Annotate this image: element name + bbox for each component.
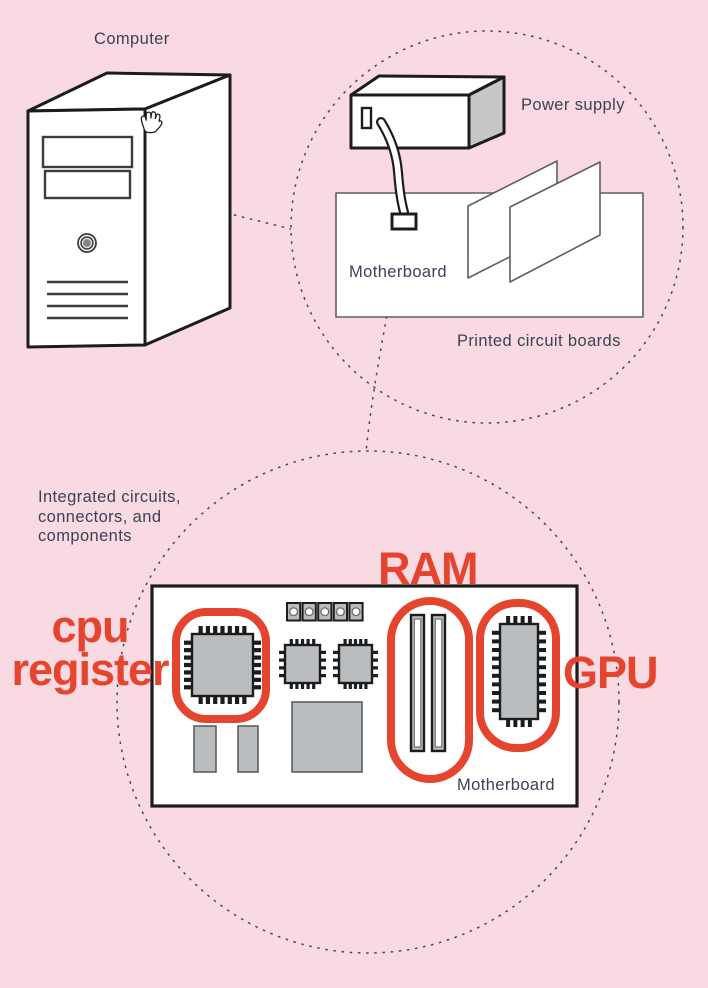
chip-pin [538, 674, 546, 678]
caption-line: Integrated circuits, [38, 488, 181, 506]
chip-pin [538, 648, 546, 652]
connector-hole [337, 608, 345, 616]
computer-label: Computer [94, 30, 170, 48]
chip-pin [320, 651, 326, 654]
gpu-chip [492, 616, 546, 727]
cpu-annotation-line: register [11, 643, 169, 695]
chip-pin [506, 616, 510, 624]
chip-pin [344, 683, 347, 689]
chip-pin [492, 674, 500, 678]
chip-pin [199, 626, 203, 634]
connector-hole [321, 608, 329, 616]
chip-pin [492, 682, 500, 686]
chip-pin [253, 641, 261, 645]
heatsink-block [292, 702, 362, 772]
ic-chip [333, 639, 378, 689]
chip-pin [349, 639, 352, 645]
chip-pin [364, 683, 367, 689]
motherboard-label-lower: Motherboard [457, 776, 555, 794]
chip-pin [279, 651, 285, 654]
gpu-annotation: GPU [563, 647, 658, 698]
chip-pin [184, 678, 192, 682]
chip-pin [301, 639, 304, 645]
chip-pin [521, 719, 525, 727]
chip-pin [538, 665, 546, 669]
chip-pin [213, 626, 217, 634]
chip-pin [333, 651, 339, 654]
internal-to-motherboard-connector [366, 300, 390, 452]
chip-pin [359, 639, 362, 645]
chip-pin [235, 696, 239, 704]
chip-pin [242, 626, 246, 634]
chip-pin [333, 659, 339, 662]
chip-pin [242, 696, 246, 704]
power-supply-label: Power supply [521, 96, 625, 114]
chip-pin [349, 683, 352, 689]
chip-pin [184, 641, 192, 645]
chip-pin [372, 651, 378, 654]
chip-pin [307, 639, 310, 645]
printed-circuit-boards-label: Printed circuit boards [457, 332, 621, 350]
chip-pin [372, 674, 378, 677]
chip-pin [253, 648, 261, 652]
capacitor-component [194, 726, 216, 772]
chip-pin [279, 666, 285, 669]
caption-line: connectors, and [38, 507, 162, 526]
cpu-annotation-line: cpu [51, 601, 129, 652]
chip-pin [295, 639, 298, 645]
chip-pin [492, 665, 500, 669]
power-button [78, 234, 96, 252]
psu-outlet-slot [362, 108, 371, 128]
chip-pin [320, 659, 326, 662]
chip-pin [354, 683, 357, 689]
chip-pin [344, 639, 347, 645]
chip-pin [521, 616, 525, 624]
chip-pin [220, 626, 224, 634]
chip-pin [290, 683, 293, 689]
chip-pin [235, 626, 239, 634]
connector-hole [290, 608, 298, 616]
chip-pin [253, 685, 261, 689]
chip-pin [184, 670, 192, 674]
chip-pin [492, 700, 500, 704]
header-connectors [287, 603, 363, 621]
chip-pin [228, 626, 232, 634]
chip-pin [312, 683, 315, 689]
chip-pin [312, 639, 315, 645]
ic-chip [279, 639, 326, 689]
chip-pin [492, 708, 500, 712]
chip-pin [301, 683, 304, 689]
ram-annotation: RAM [378, 543, 478, 594]
chip-pin [492, 639, 500, 643]
chip-pin [320, 674, 326, 677]
chip-pin [354, 639, 357, 645]
chip-pin [528, 616, 532, 624]
chip-pin [213, 696, 217, 704]
chip-pin [253, 663, 261, 667]
chip-pin [492, 648, 500, 652]
chip-pin [364, 639, 367, 645]
motherboard-label-upper: Motherboard [349, 263, 447, 281]
chip-pin [333, 674, 339, 677]
chip-pin [359, 683, 362, 689]
cpu-chip [184, 626, 261, 704]
chip-pin [279, 674, 285, 677]
chip-pin [372, 659, 378, 662]
chip-pin [290, 639, 293, 645]
chip-pin [184, 648, 192, 652]
chip-pin [538, 639, 546, 643]
cable-connector [392, 214, 416, 229]
chip-pin [538, 682, 546, 686]
chip-pin [492, 631, 500, 635]
chip-pin [253, 655, 261, 659]
power-supply [351, 76, 504, 148]
chip-pin [372, 666, 378, 669]
chip-pin [538, 657, 546, 661]
integrated-circuits-caption [38, 488, 208, 547]
chip-pin [184, 655, 192, 659]
chip-pin [528, 719, 532, 727]
chip-pin [279, 659, 285, 662]
caption-line: components [38, 527, 132, 545]
computer-tower [28, 73, 230, 347]
capacitor-component [238, 726, 258, 772]
chip-pin [253, 670, 261, 674]
chip-pin [513, 719, 517, 727]
chip-pin [220, 696, 224, 704]
chip-pin [228, 696, 232, 704]
connector-hole [352, 608, 360, 616]
chip-pin [206, 696, 210, 704]
chip-pin [538, 631, 546, 635]
chip-pin [253, 678, 261, 682]
motherboard-board [152, 586, 577, 806]
chip-pin [492, 657, 500, 661]
chip-pin [206, 626, 210, 634]
drive-bay [43, 137, 132, 167]
chip-pin [184, 685, 192, 689]
chip-pin [184, 663, 192, 667]
connector-hole [305, 608, 313, 616]
cpu-register-annotation [4, 601, 176, 695]
chip-pin [295, 683, 298, 689]
chip-pin [506, 719, 510, 727]
chip-pin [320, 666, 326, 669]
chip-pin [492, 691, 500, 695]
chip-pin [199, 696, 203, 704]
chip-pin [538, 700, 546, 704]
chip-pin [333, 666, 339, 669]
chip-pin [538, 691, 546, 695]
drive-bay [45, 171, 130, 198]
chip-pin [513, 616, 517, 624]
chip-pin [307, 683, 310, 689]
chip-pin [538, 708, 546, 712]
